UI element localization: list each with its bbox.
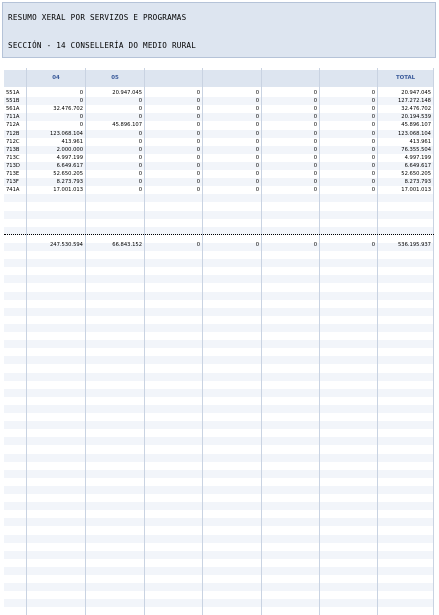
amount-cell: 0 xyxy=(138,138,142,145)
amount-cell: 0 xyxy=(196,242,200,248)
column-header[interactable] xyxy=(203,70,262,87)
amount-cell: 17.001.013 xyxy=(53,187,83,194)
amount-cell: 0 xyxy=(196,114,200,121)
amount-cell: 0 xyxy=(196,90,200,96)
amount-cell: 0 xyxy=(138,106,142,113)
amount-cell: 0 xyxy=(255,138,259,145)
amount-cell: 0 xyxy=(138,162,142,169)
column-header[interactable] xyxy=(145,70,203,87)
amount-cell: 0 xyxy=(138,146,142,153)
amount-cell: 4.997.199 xyxy=(56,154,83,161)
column-header[interactable] xyxy=(320,70,378,87)
amount-cell: 0 xyxy=(255,90,259,96)
program-code: 713D xyxy=(6,162,20,169)
amount-cell: 0 xyxy=(138,98,142,105)
amount-cell: 0 xyxy=(371,179,375,186)
program-code: 741A xyxy=(6,187,20,194)
amount-cell: 0 xyxy=(196,106,200,113)
amount-cell: 0 xyxy=(196,162,200,169)
amount-cell: 0 xyxy=(371,130,375,137)
amount-cell: 123.068.104 xyxy=(397,130,431,137)
amount-cell: 0 xyxy=(255,179,259,186)
amount-cell: 0 xyxy=(196,122,200,129)
amount-cell: 0 xyxy=(255,114,259,121)
amount-cell: 123.068.104 xyxy=(49,130,83,137)
program-code: 712B xyxy=(6,130,20,137)
amount-cell: 0 xyxy=(196,179,200,186)
amount-cell: 0 xyxy=(371,162,375,169)
amount-cell: 0 xyxy=(255,162,259,169)
amount-cell: 0 xyxy=(313,106,317,113)
column-header[interactable]: TOTAL xyxy=(378,70,434,87)
amount-cell: 0 xyxy=(79,90,83,96)
amount-cell: 536.195.937 xyxy=(397,242,431,248)
amount-cell: 0 xyxy=(255,122,259,129)
amount-cell: 52.650.205 xyxy=(401,171,431,177)
amount-cell: 0 xyxy=(313,130,317,137)
amount-cell: 20.947.045 xyxy=(112,90,142,96)
program-code: 713B xyxy=(6,146,20,153)
amount-cell: 76.355.504 xyxy=(401,146,431,153)
amount-cell: 413.961 xyxy=(409,138,431,145)
amount-cell: 0 xyxy=(313,138,317,145)
table-row xyxy=(4,97,434,105)
amount-cell: 0 xyxy=(196,146,200,153)
amount-cell: 0 xyxy=(255,242,259,248)
amount-cell: 0 xyxy=(255,130,259,137)
program-code: 713C xyxy=(6,154,20,161)
amount-cell: 0 xyxy=(79,98,83,105)
amount-cell: 0 xyxy=(371,138,375,145)
amount-cell: 0 xyxy=(196,171,200,177)
amount-cell: 0 xyxy=(313,90,317,96)
summary-table xyxy=(4,68,434,615)
amount-cell: 32.476.702 xyxy=(53,106,83,113)
amount-cell: 0 xyxy=(371,122,375,129)
table-row xyxy=(4,138,434,146)
table-row xyxy=(4,130,434,138)
amount-cell: 8.273.793 xyxy=(56,179,83,186)
program-code: 561A xyxy=(6,106,20,113)
amount-cell: 0 xyxy=(371,154,375,161)
column-header[interactable] xyxy=(262,70,320,87)
amount-cell: 0 xyxy=(313,179,317,186)
table-row xyxy=(4,146,434,154)
amount-cell: 0 xyxy=(255,106,259,113)
amount-cell: 0 xyxy=(371,114,375,121)
amount-cell: 0 xyxy=(196,130,200,137)
amount-cell: 0 xyxy=(196,187,200,194)
totals-divider xyxy=(4,234,434,235)
amount-cell: 0 xyxy=(371,106,375,113)
amount-cell: 0 xyxy=(313,162,317,169)
amount-cell: 0 xyxy=(371,171,375,177)
amount-cell: 52.650.205 xyxy=(53,171,83,177)
amount-cell: 0 xyxy=(255,98,259,105)
amount-cell: 0 xyxy=(313,146,317,153)
amount-cell: 0 xyxy=(196,154,200,161)
amount-cell: 0 xyxy=(138,179,142,186)
amount-cell: 0 xyxy=(371,187,375,194)
table-row xyxy=(4,154,434,162)
amount-cell: 127.272.148 xyxy=(397,98,431,105)
column-header[interactable] xyxy=(4,70,27,87)
program-code: 551B xyxy=(6,98,20,105)
amount-cell: 0 xyxy=(313,114,317,121)
report-title: RESUMO XERAL POR SERVIZOS E PROGRAMAS xyxy=(8,13,187,22)
amount-cell: 0 xyxy=(138,171,142,177)
program-code: 713E xyxy=(6,171,20,177)
amount-cell: 0 xyxy=(371,90,375,96)
report-header xyxy=(2,2,436,58)
amount-cell: 0 xyxy=(79,114,83,121)
amount-cell: 0 xyxy=(138,114,142,121)
amount-cell: 0 xyxy=(255,171,259,177)
table-row xyxy=(4,113,434,121)
amount-cell: 0 xyxy=(313,154,317,161)
amount-cell: 0 xyxy=(313,242,317,248)
amount-cell: 0 xyxy=(255,154,259,161)
amount-cell: 32.476.702 xyxy=(401,106,431,113)
totals-row xyxy=(4,241,434,249)
amount-cell: 0 xyxy=(138,154,142,161)
column-header[interactable]: 05 xyxy=(86,70,145,87)
amount-cell: 0 xyxy=(371,242,375,248)
amount-cell: 0 xyxy=(313,187,317,194)
amount-cell: 0 xyxy=(313,98,317,105)
amount-cell: 6.649.617 xyxy=(56,162,83,169)
amount-cell: 247.530.594 xyxy=(49,242,83,248)
amount-cell: 20.194.539 xyxy=(401,114,431,121)
amount-cell: 413.961 xyxy=(61,138,83,145)
table-row xyxy=(4,186,434,194)
table-row xyxy=(4,178,434,186)
table-row xyxy=(4,170,434,178)
amount-cell: 6.649.617 xyxy=(404,162,431,169)
amount-cell: 20.947.045 xyxy=(401,90,431,96)
amount-cell: 4.997.199 xyxy=(404,154,431,161)
table-row xyxy=(4,121,434,129)
amount-cell: 0 xyxy=(371,98,375,105)
amount-cell: 0 xyxy=(138,130,142,137)
amount-cell: 0 xyxy=(255,146,259,153)
amount-cell: 8.273.793 xyxy=(404,179,431,186)
program-code: 712A xyxy=(6,122,20,129)
program-code: 551A xyxy=(6,90,20,96)
amount-cell: 0 xyxy=(138,187,142,194)
amount-cell: 66.843.152 xyxy=(112,242,142,248)
table-row xyxy=(4,89,434,97)
program-code xyxy=(4,241,27,249)
section-title: SECCIÓN - 14 CONSELLERÍA DO MEDIO RURAL xyxy=(8,41,197,50)
amount-cell: 0 xyxy=(313,122,317,129)
program-code: 711A xyxy=(6,114,20,121)
amount-cell: 0 xyxy=(255,187,259,194)
amount-cell: 17.001.013 xyxy=(401,187,431,194)
amount-cell: 45.896.107 xyxy=(112,122,142,129)
amount-cell: 0 xyxy=(79,122,83,129)
column-header[interactable]: 04 xyxy=(27,70,86,87)
amount-cell: 0 xyxy=(371,146,375,153)
amount-cell: 0 xyxy=(196,98,200,105)
table-row xyxy=(4,162,434,170)
table-row xyxy=(4,105,434,113)
program-code: 713F xyxy=(6,179,19,186)
amount-cell: 0 xyxy=(313,171,317,177)
program-code: 712C xyxy=(6,138,20,145)
amount-cell: 2.000.000 xyxy=(56,146,83,153)
amount-cell: 45.896.107 xyxy=(401,122,431,129)
amount-cell: 0 xyxy=(196,138,200,145)
